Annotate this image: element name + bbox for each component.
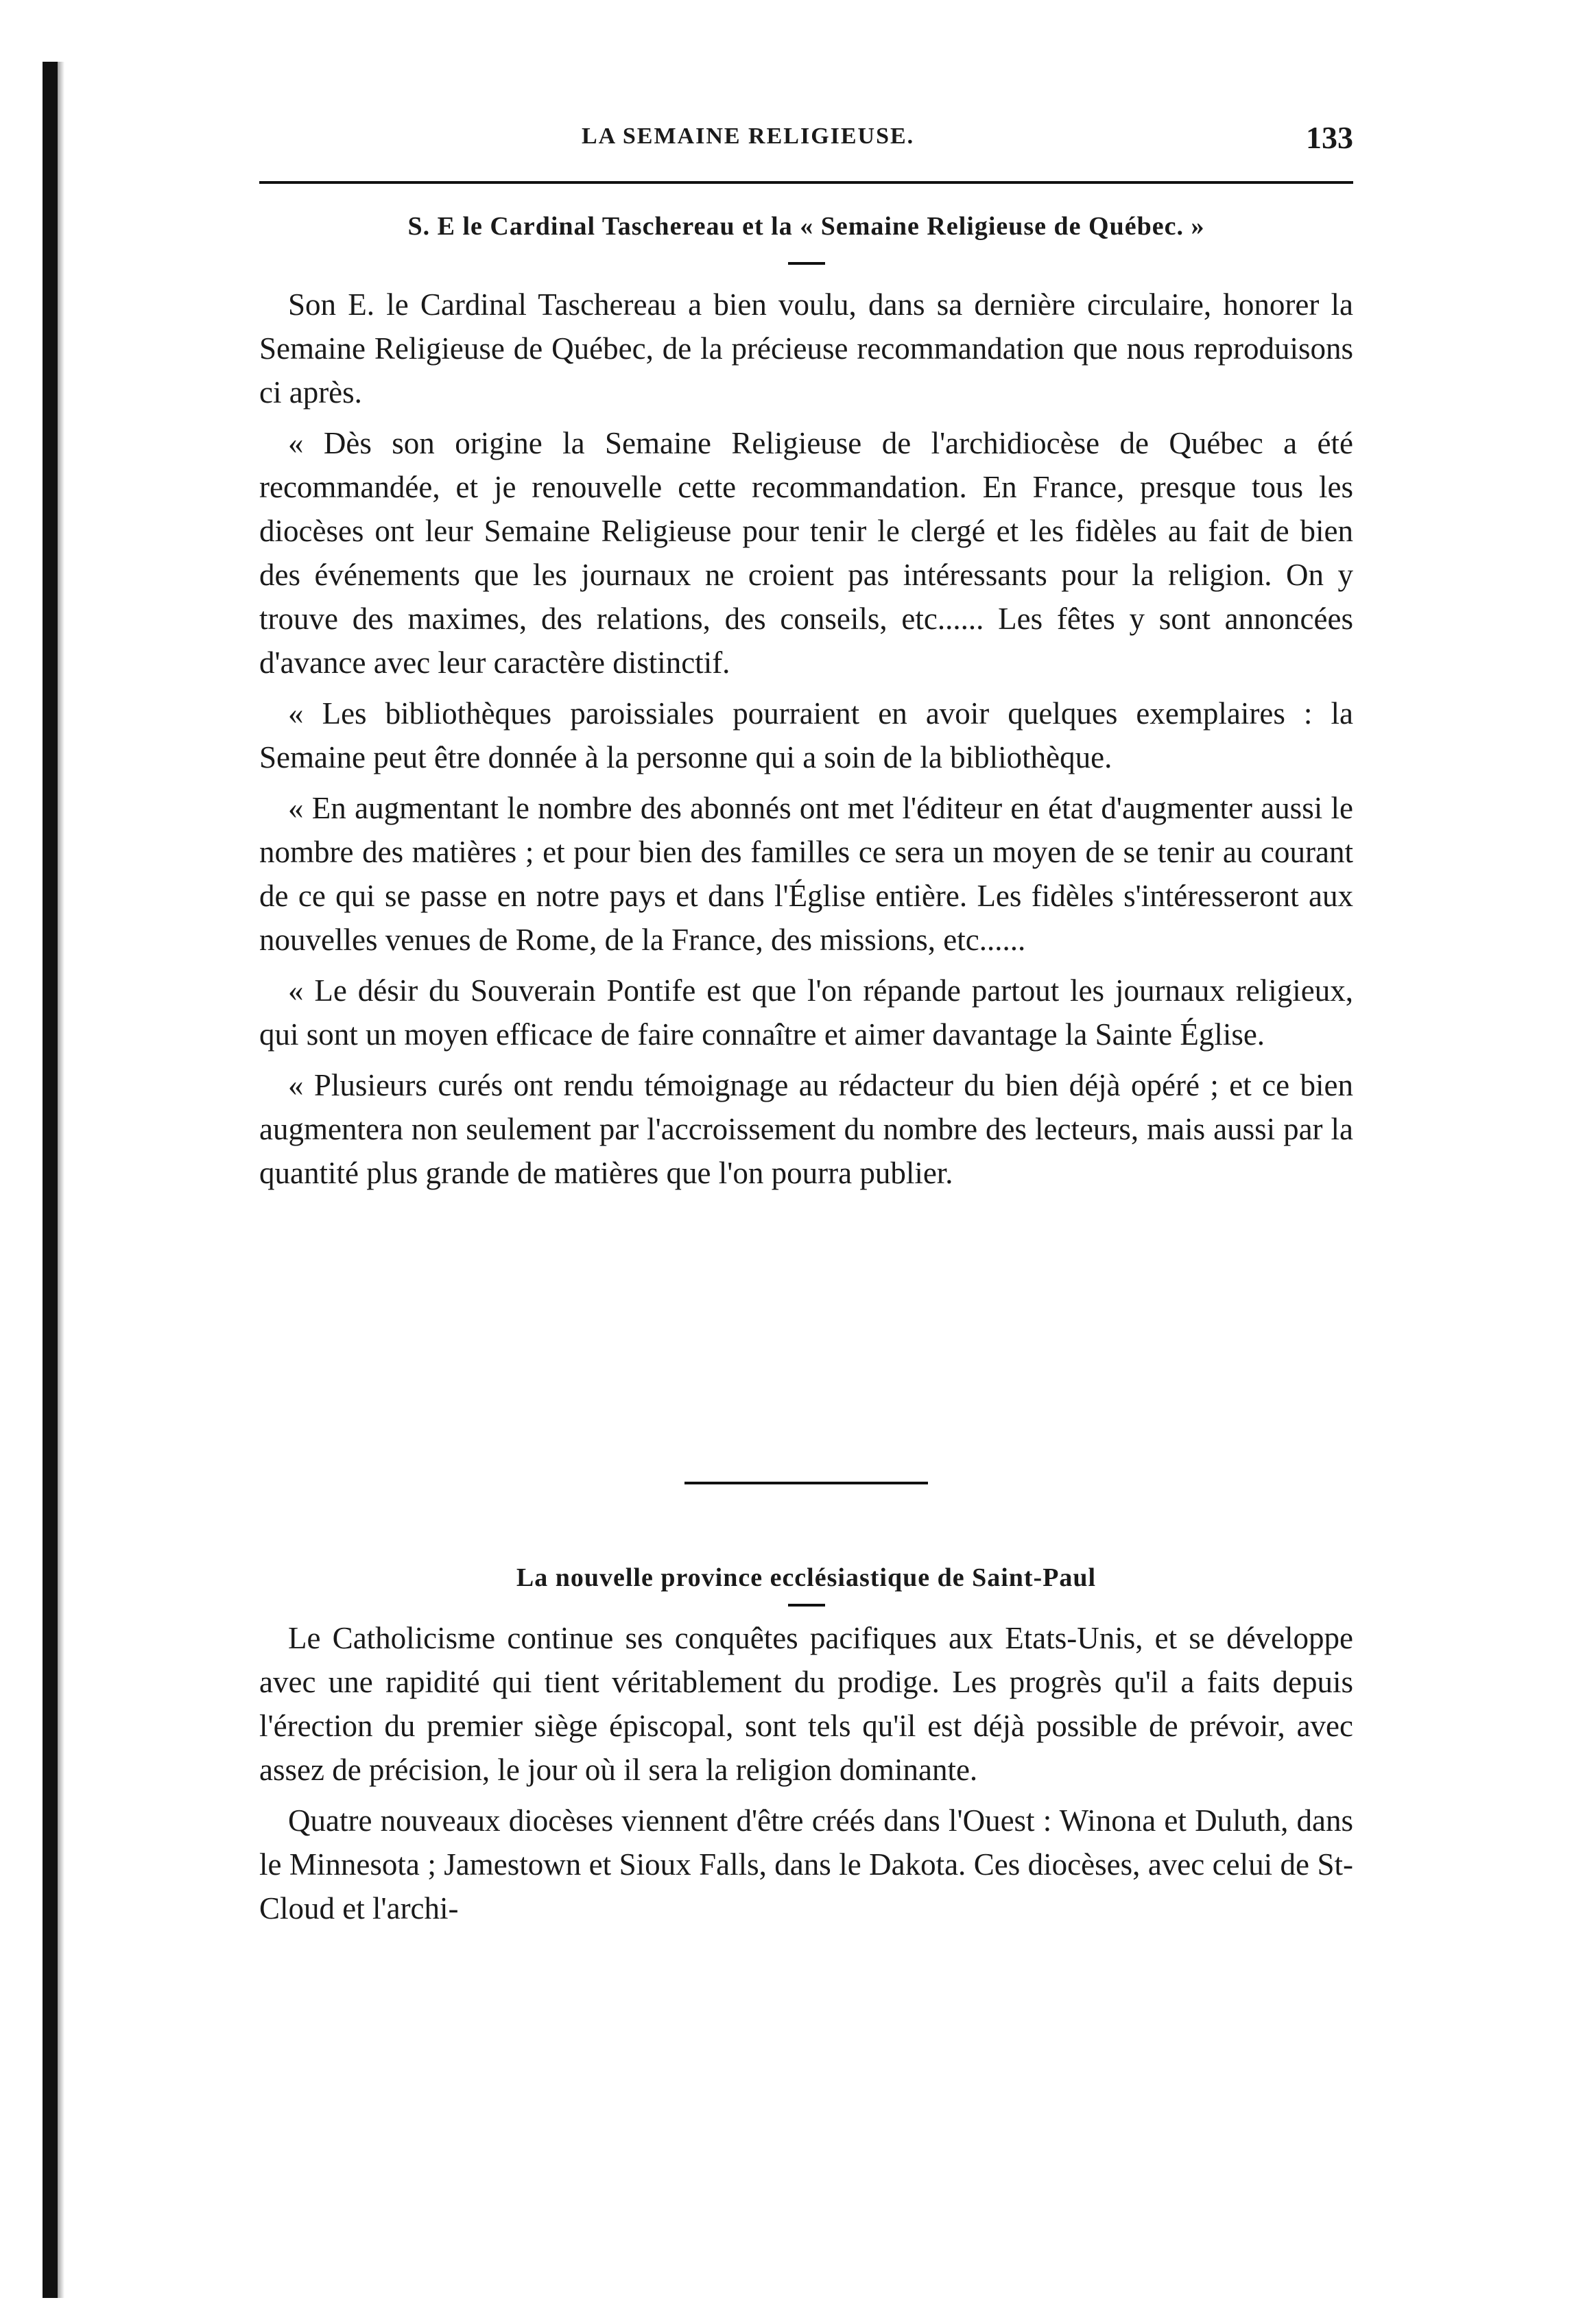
article-cardinal-taschereau [259, 206, 1353, 1202]
paragraph: Quatre nouveaux diocèses viennent d'être créés dans l'Ouest : Winona et Duluth, dans le Minnesota ; Jamestown et Sioux Falls, dans le Dakota. Ces diocèses, avec celui de St-Cloud et l'archi- [259, 1803, 1353, 1925]
paragraph: « Dès son origine la Semaine Religieuse de l'archidiocèse de Québec a été recommandée, et je renouvelle cette recommandation. En France, presque tous les diocèses ont leur Semaine Religieuse pour tenir le clergé et les fidèles au fait de bien des événements que les journaux ne croient pas intéressants pour la religion. On y trouve des maximes, des relations, des conseils, etc...... Les fêtes y sont annoncées d'avance avec leur caractère distinctif. [259, 426, 1353, 680]
paragraph: « Le désir du Souverain Pontife est que l'on répande partout les journaux religieux, qui sont un moyen efficace de faire connaître et aimer davantage la Sainte Église. [259, 973, 1353, 1052]
title-dash [788, 1604, 825, 1607]
header-rule [259, 181, 1353, 184]
article-saint-paul-province [259, 1557, 1353, 1937]
page-number: 133 [1306, 120, 1353, 155]
paragraph: Le Catholicisme continue ses conquêtes pacifiques aux Etats-Unis, et se développe avec une rapidité qui tient véritablement du prodige. Les progrès qu'il a faits depuis l'érection du premier siège épiscopal, sont tels qu'il est déjà possible de prévoir, avec assez de précision, le jour où il sera la religion dominante. [259, 1621, 1353, 1787]
paragraph: « En augmentant le nombre des abonnés ont met l'éditeur en état d'augmenter aussi le nombre des matières ; et pour bien des familles ce sera un moyen de se tenir au courant de ce qui se passe en notre pays et dans l'Église entière. Les fidèles s'intéresseront aux nouvelles venues de Rome, de la France, des missions, etc...... [259, 791, 1353, 957]
binding-shadow [58, 62, 64, 2298]
running-title: LA SEMAINE RELIGIEUSE. [582, 123, 915, 149]
article-title: S. E le Cardinal Taschereau et la « Semaine Religieuse de Québec. » [407, 212, 1205, 241]
article-title: La nouvelle province ecclésiastique de Saint-Paul [516, 1563, 1097, 1592]
title-dash [788, 262, 825, 265]
paragraph: « Plusieurs curés ont rendu témoignage au rédacteur du bien déjà opéré ; et ce bien augmentera non seulement par l'accroissement du nombre des lecteurs, mais aussi par la quantité plus grande de matières que l'on pourra publier. [259, 1068, 1353, 1190]
section-separator [684, 1482, 928, 1484]
paragraph: « Les bibliothèques paroissiales pourraient en avoir quelques exemplaires : la Semaine peut être donnée à la personne qui a soin de la bibliothèque. [259, 696, 1353, 774]
running-head [259, 120, 1353, 165]
book-binding-edge [43, 62, 58, 2298]
paragraph: Son E. le Cardinal Taschereau a bien voulu, dans sa dernière circulaire, honorer la Semaine Religieuse de Québec, de la précieuse recommandation que nous reproduisons ci après. [259, 287, 1353, 410]
